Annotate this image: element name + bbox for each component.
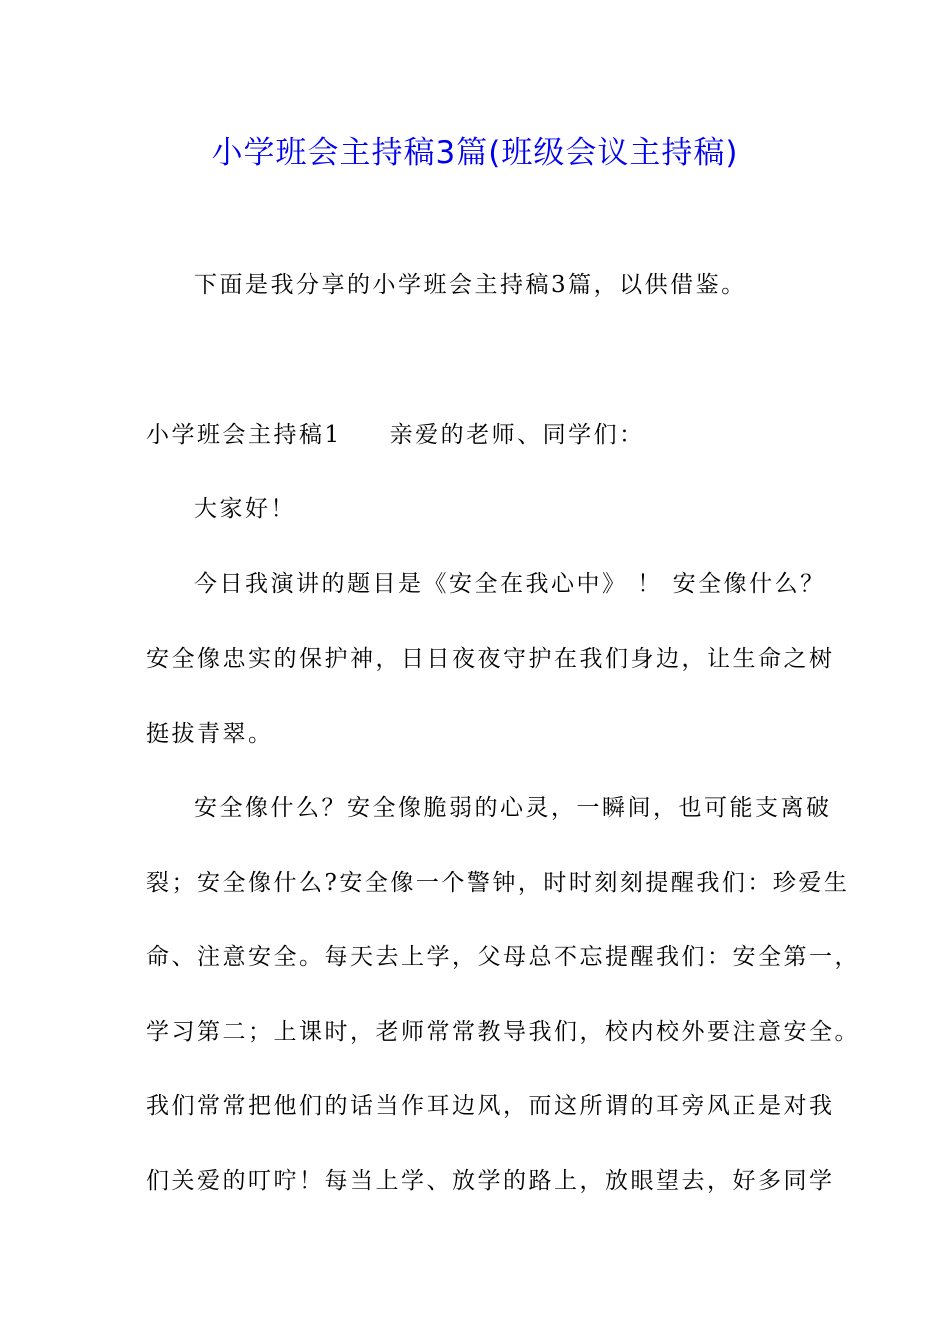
body-line: 裂；安全像什么?安全像一个警钟，时时刻刻提醒我们：珍爱生 [146, 870, 850, 896]
body-line: 安全像忠实的保护神，日日夜夜守护在我们身边，让生命之树 [146, 646, 835, 672]
body-line: 挺拔青翠。 [146, 721, 274, 747]
body-line: 学习第二；上课时，老师常常教导我们，校内校外要注意安全。 [146, 1019, 860, 1045]
body-line: 大家好！ [194, 496, 296, 522]
section-heading: 小学班会主持稿1 [146, 422, 342, 448]
intro-paragraph: 下面是我分享的小学班会主持稿3篇，以供借鉴。 [194, 272, 747, 298]
salutation: 亲爱的老师、同学们： [389, 422, 645, 448]
body-line: 命、注意安全。每天去上学，父母总不忘提醒我们：安全第一， [146, 944, 860, 970]
section-heading-line [146, 415, 645, 455]
body-line: 今日我演讲的题目是《安全在我心中》 ！ 安全像什么？ [194, 571, 826, 597]
body-line: 我们常常把他们的话当作耳边风，而这所谓的耳旁风正是对我 [146, 1093, 835, 1119]
document-title: 小学班会主持稿3篇(班级会议主持稿) [211, 135, 739, 171]
body-line: 安全像什么？安全像脆弱的心灵，一瞬间，也可能支离破 [194, 795, 832, 821]
body-line: 们关爱的叮咛！每当上学、放学的路上，放眼望去，好多同学 [146, 1168, 835, 1194]
